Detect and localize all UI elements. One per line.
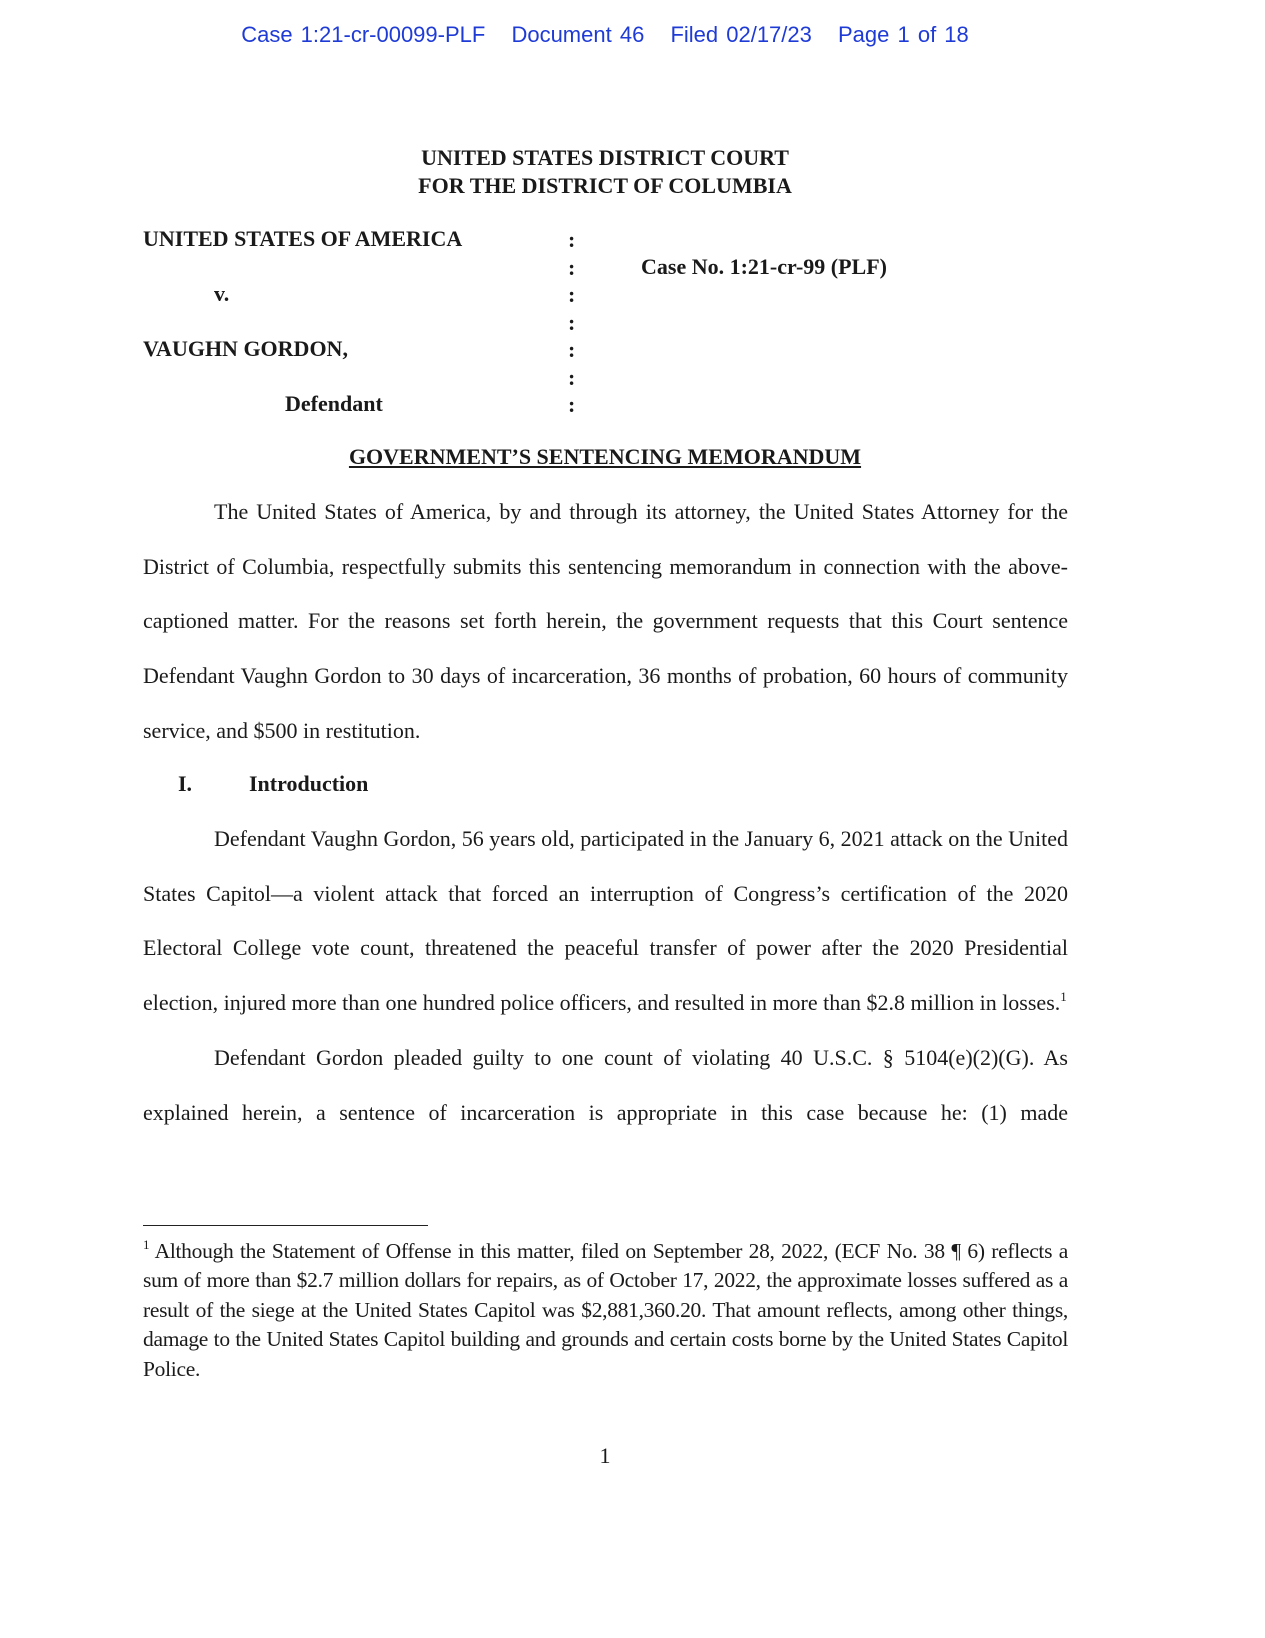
caption-defendant: VAUGHN GORDON, [143,336,348,361]
footnote-ref[interactable]: 1 [1060,989,1067,1005]
caption-versus: v. [214,281,230,306]
caption-plaintiff: UNITED STATES OF AMERICA [143,226,463,251]
paragraph-3: Defendant Gordon pleaded guilty to one count of violating 40 U.S.C. § 5104(e)(2)(G). As explained herein, a sentence of incarceration is appropriate in this case because he: (1) made [143,1044,1068,1125]
ecf-header-stamp [0,22,1210,48]
court-name [0,144,1210,200]
document-title: GOVERNMENT’S SENTENCING MEMORANDUM [348,444,862,469]
footnote-marker: 1 [143,1237,150,1252]
footnote-divider [143,1225,428,1226]
paragraph-2-text: Defendant Vaughn Gordon, 56 years old, participated in the January 6, 2021 attack on the United States Capitol—a violent attack that forced an interruption of Congress’s certification of the 2020 Electoral College vote count, threatened the peaceful transfer of power after the 2020 Presidential election, injured more than one hundred police officers, and resulted in more than $2.8 million in losses. [143,826,1068,1016]
footnote-text: Although the Statement of Offense in this matter, filed on September 28, 2022, (ECF No. 38 ¶ 6) reflects a sum of more than $2.7 million dollars for repairs, as of October 17, 2022, the approximate losses suffered as a result of the siege at the United States Capitol was $2,881,360.20. That amount reflects, among other things, damage to the United States Capitol building and grounds and certain costs borne by the United States Capitol Police. [143,1239,1068,1381]
paragraph-intro [143,485,1068,759]
paragraph-1: The United States of America, by and through its attorney, the United States Attorney for the District of Columbia, respectfully submits this sentencing memorandum in connection with the above-captioned matter. For the reasons set forth herein, the government requests that this Court sentence Defendant Vaughn Gordon to 30 days of incarceration, 36 months of probation, 60 hours of community service, and $500 in restitution. [143,499,1068,743]
section-number: I. [178,771,193,796]
court-line-1: UNITED STATES DISTRICT COURT [421,145,789,170]
court-line-2: FOR THE DISTRICT OF COLUMBIA [418,173,792,198]
caption-colons: : : : : : : : [568,227,576,417]
caption-defendant-role: Defendant [285,391,383,416]
paragraph-2 [143,812,1068,1031]
stamp-page: Page 1 of 18 [838,22,969,47]
stamp-document: Document 46 [511,22,645,47]
stamp-filed: Filed 02/17/23 [670,22,812,47]
section-title: Introduction [249,771,369,796]
paragraph-block-2 [143,812,1068,1140]
stamp-case: Case 1:21-cr-00099-PLF [241,22,486,47]
footnote-1 [143,1237,1068,1384]
case-number: Case No. 1:21-cr-99 (PLF) [641,254,887,279]
section-heading [178,771,368,797]
page-number: 1 [599,1443,611,1468]
